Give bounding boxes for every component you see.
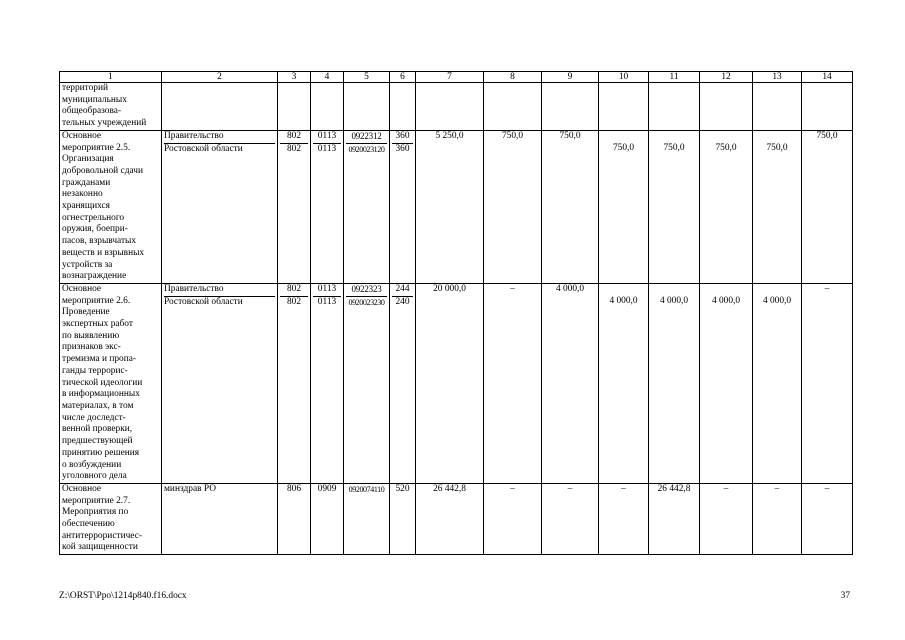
- text-line: огнестрельного: [62, 212, 125, 223]
- text-line: в информационных: [62, 389, 140, 400]
- text-line: предшествующей: [62, 436, 133, 447]
- text-line: Основное: [62, 130, 102, 141]
- grbs-cell: [278, 283, 311, 483]
- text-line: Основное: [62, 283, 102, 294]
- csr-old: 0922312: [346, 131, 387, 144]
- text-line: оружия, боепри-: [62, 224, 128, 235]
- text-line: тической идеологии: [62, 377, 143, 388]
- text-line: Мероприятия по: [62, 507, 129, 518]
- year-cell: [649, 130, 700, 283]
- text-line: пасов, взрывчатых: [62, 236, 137, 247]
- empty-cell: [649, 83, 700, 131]
- text-line: незаконно: [62, 189, 103, 200]
- text-line: веществ и взрывных: [62, 247, 145, 258]
- year-cell: 750,0: [802, 130, 853, 283]
- csr-value: 0920074110: [348, 484, 385, 494]
- header-cell: 9: [542, 72, 599, 83]
- vr-cell: [390, 130, 416, 283]
- empty-cell: [390, 83, 416, 131]
- year-value: 4 000,0: [711, 295, 741, 306]
- year-cell: [700, 130, 753, 283]
- empty-cell: [278, 83, 311, 131]
- vr-cell: 520: [390, 483, 416, 554]
- year-value: 750,0: [715, 142, 737, 153]
- grbs-cell: 806: [278, 483, 311, 554]
- year-value: 4 000,0: [659, 295, 689, 306]
- executor-cell: [162, 130, 278, 283]
- csr-cell: [344, 483, 390, 554]
- total-cell: 5 250,0: [416, 130, 484, 283]
- text-line: Основное: [62, 483, 102, 494]
- csr-new: 0920023120: [348, 144, 385, 154]
- empty-cell: [599, 83, 649, 131]
- activity-name-cell: [60, 483, 162, 554]
- vr-old: 244: [392, 284, 413, 297]
- text-line: хранящихся: [62, 201, 110, 212]
- header-cell: 11: [649, 72, 700, 83]
- grbs-new: 802: [286, 296, 302, 307]
- year-cell: –: [753, 483, 802, 554]
- year-cell: [649, 283, 700, 483]
- header-cell: 3: [278, 72, 311, 83]
- year-cell: 750,0: [484, 130, 542, 283]
- table-row: [60, 483, 853, 554]
- year-value: 750,0: [663, 142, 685, 153]
- empty-cell: [542, 83, 599, 131]
- year-cell: –: [802, 483, 853, 554]
- text-line: кой защищенности: [62, 542, 138, 553]
- rzpr-cell: [311, 130, 344, 283]
- rzpr-old: 0113: [313, 131, 341, 144]
- header-cell: 1: [60, 72, 162, 83]
- text-line: венной проверки,: [62, 424, 133, 435]
- page-number: 37: [840, 591, 850, 601]
- text-line: гражданами: [62, 177, 111, 188]
- year-cell: [753, 283, 802, 483]
- year-cell: 750,0: [542, 130, 599, 283]
- text-line: тельных учреждений: [62, 118, 147, 129]
- activity-name-cell: [60, 83, 162, 131]
- rzpr-cell: [311, 283, 344, 483]
- text-line: устройств за: [62, 259, 113, 270]
- year-cell: –: [484, 483, 542, 554]
- year-cell: –: [802, 283, 853, 483]
- executor-line: Ростовской области: [164, 296, 243, 307]
- table-row: [60, 83, 853, 131]
- header-cell: 2: [162, 72, 278, 83]
- text-line: антитеррористичес-: [62, 530, 142, 541]
- header-cell: 6: [390, 72, 416, 83]
- year-cell: –: [599, 483, 649, 554]
- empty-cell: [802, 83, 853, 131]
- year-cell: 4 000,0: [542, 283, 599, 483]
- file-path-footer: Z:\ORST\Ppo\1214p840.f16.docx: [59, 591, 187, 601]
- year-cell: –: [484, 283, 542, 483]
- activity-name-cell: [60, 283, 162, 483]
- year-cell: [599, 130, 649, 283]
- year-cell: [700, 283, 753, 483]
- year-cell: 26 442,8: [649, 483, 700, 554]
- text-line: мероприятие 2.7.: [62, 495, 131, 506]
- executor-line: Ростовской области: [164, 143, 243, 154]
- empty-cell: [344, 83, 390, 131]
- table-row: [60, 130, 853, 283]
- vr-old: 360: [392, 131, 413, 144]
- text-line: по выявлению: [62, 330, 120, 341]
- rzpr-old: 0113: [313, 284, 341, 297]
- year-cell: –: [542, 483, 599, 554]
- header-cell: 14: [802, 72, 853, 83]
- header-row: [60, 72, 853, 83]
- grbs-old: 802: [280, 131, 308, 144]
- csr-new: 0920023230: [348, 297, 385, 307]
- text-line: принятию решения: [62, 447, 140, 458]
- text-line: о возбуждении: [62, 459, 122, 470]
- rzpr-cell: 0909: [311, 483, 344, 554]
- executor-line: Правительство: [164, 131, 275, 144]
- year-value: 4 000,0: [609, 295, 638, 306]
- total-cell: 26 442,8: [416, 483, 484, 554]
- activity-name-cell: [60, 130, 162, 283]
- header-cell: 13: [753, 72, 802, 83]
- text-line: числе доследст-: [62, 412, 126, 423]
- text-line: тремизма и пропа-: [62, 354, 137, 365]
- text-line: ганды террорис-: [62, 365, 128, 376]
- text-line: мероприятие 2.6.: [62, 295, 131, 306]
- table-row: [60, 283, 853, 483]
- budget-table: [59, 71, 853, 555]
- year-value: 750,0: [612, 142, 635, 153]
- grbs-old: 802: [280, 284, 308, 297]
- header-cell: 10: [599, 72, 649, 83]
- header-cell: 8: [484, 72, 542, 83]
- text-line: Организация: [62, 154, 114, 165]
- empty-cell: [700, 83, 753, 131]
- empty-cell: [162, 83, 278, 131]
- header-cell: 5: [344, 72, 390, 83]
- text-line: мероприятие 2.5.: [62, 142, 131, 153]
- text-line: территорий: [62, 83, 109, 93]
- year-cell: [599, 283, 649, 483]
- csr-cell: [344, 283, 390, 483]
- text-line: обеспечению: [62, 519, 115, 530]
- year-cell: –: [700, 483, 753, 554]
- empty-cell: [416, 83, 484, 131]
- vr-cell: [390, 283, 416, 483]
- year-cell: [753, 130, 802, 283]
- empty-cell: [753, 83, 802, 131]
- header-cell: 12: [700, 72, 753, 83]
- year-value: 4 000,0: [762, 295, 792, 306]
- executor-line: Правительство: [164, 284, 275, 297]
- vr-new: 360: [395, 143, 410, 154]
- text-line: уголовного дела: [62, 471, 127, 482]
- empty-cell: [311, 83, 344, 131]
- text-line: общеобразова-: [62, 106, 122, 117]
- total-cell: 20 000,0: [416, 283, 484, 483]
- text-line: Проведение: [62, 307, 110, 318]
- text-line: экспертных работ: [62, 319, 133, 330]
- text-line: добровольной сдачи: [62, 165, 143, 176]
- grbs-new: 802: [286, 143, 302, 154]
- empty-cell: [484, 83, 542, 131]
- text-line: материалах, в том: [62, 400, 134, 411]
- executor-cell: минздрав РО: [162, 483, 278, 554]
- csr-cell: [344, 130, 390, 283]
- csr-old: 0922323: [346, 284, 387, 297]
- rzpr-new: 0113: [317, 143, 337, 154]
- vr-new: 240: [395, 296, 410, 307]
- rzpr-new: 0113: [317, 296, 337, 307]
- text-line: признаков экс-: [62, 342, 121, 353]
- text-line: вознаграждение: [62, 271, 127, 282]
- grbs-cell: [278, 130, 311, 283]
- text-line: муниципальных: [62, 94, 127, 105]
- header-cell: 7: [416, 72, 484, 83]
- header-cell: 4: [311, 72, 344, 83]
- year-value: 750,0: [766, 142, 788, 153]
- executor-cell: [162, 283, 278, 483]
